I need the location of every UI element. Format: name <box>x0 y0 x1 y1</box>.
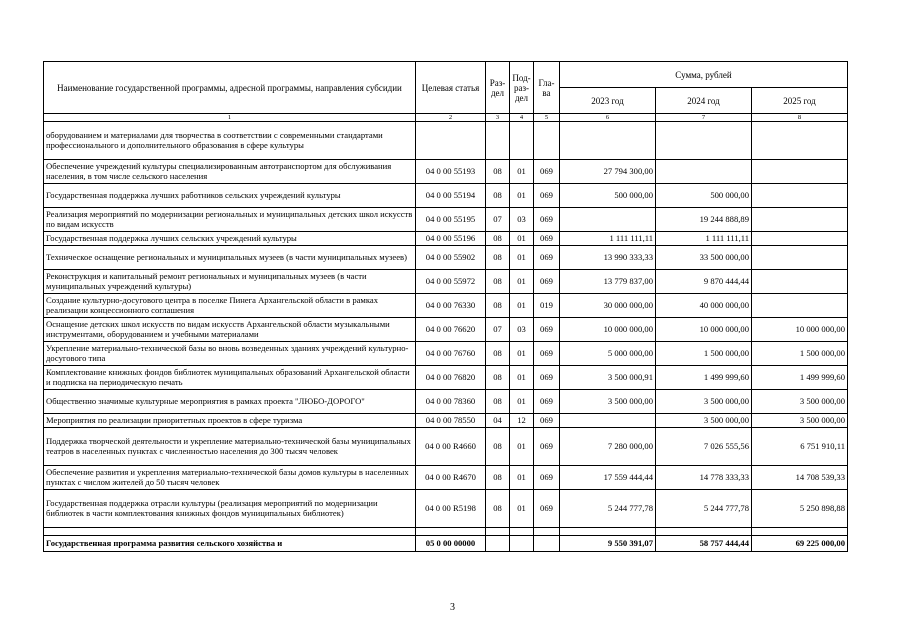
row-sum-2025 <box>752 184 848 208</box>
row-sum-2024: 10 000 000,00 <box>656 318 752 342</box>
row-name: Государственная поддержка лучших работников сельских учреждений культуры <box>44 184 416 208</box>
table-row <box>44 122 848 160</box>
row-name: Реконструкция и капитальный ремонт региональных и муниципальных музеев (в части муниципальных учреждений культуры) <box>44 270 416 294</box>
row-chapter: 069 <box>534 466 560 490</box>
row-sum-2023: 30 000 000,00 <box>560 294 656 318</box>
column-numbers-row <box>44 114 848 122</box>
row-subsection: 01 <box>510 246 534 270</box>
row-sum-2023: 3 500 000,00 <box>560 390 656 414</box>
table-row <box>44 184 848 208</box>
row-chapter: 069 <box>534 342 560 366</box>
row-section: 08 <box>486 428 510 466</box>
row-sum-2024: 7 026 555,56 <box>656 428 752 466</box>
column-number: 4 <box>510 114 534 122</box>
row-subsection: 01 <box>510 366 534 390</box>
header-subsection: Под- раз- дел <box>510 62 534 114</box>
row-chapter: 069 <box>534 232 560 246</box>
row-subsection <box>510 122 534 160</box>
column-number: 1 <box>44 114 416 122</box>
row-name: Государственная поддержка отрасли культуры (реализация мероприятий по модернизации библиотек в части комплектования книжных фондов муниципальных библиотек) <box>44 490 416 528</box>
column-number: 8 <box>752 114 848 122</box>
row-sum-2025: 3 500 000,00 <box>752 414 848 428</box>
row-chapter: 069 <box>534 270 560 294</box>
row-sum-2025: 1 499 999,60 <box>752 366 848 390</box>
row-article: 04 0 00 76820 <box>416 366 486 390</box>
row-sum-2023: 10 000 000,00 <box>560 318 656 342</box>
row-section: 07 <box>486 208 510 232</box>
header-year-2025: 2025 год <box>752 88 848 114</box>
row-sum-2023: 13 779 837,00 <box>560 270 656 294</box>
total-2023: 9 550 391,07 <box>560 536 656 552</box>
column-number: 5 <box>534 114 560 122</box>
row-name: Государственная поддержка лучших сельских учреждений культуры <box>44 232 416 246</box>
row-section: 08 <box>486 246 510 270</box>
header-chapter: Гла- ва <box>534 62 560 114</box>
row-chapter: 069 <box>534 246 560 270</box>
row-chapter: 069 <box>534 318 560 342</box>
total-2024: 58 757 444,44 <box>656 536 752 552</box>
row-sum-2023: 1 111 111,11 <box>560 232 656 246</box>
row-subsection: 12 <box>510 414 534 428</box>
table-row <box>44 342 848 366</box>
table-row <box>44 366 848 390</box>
table-row <box>44 160 848 184</box>
row-chapter: 069 <box>534 160 560 184</box>
table-row <box>44 246 848 270</box>
table-row <box>44 270 848 294</box>
table-row <box>44 428 848 466</box>
row-sum-2025 <box>752 232 848 246</box>
column-number: 3 <box>486 114 510 122</box>
header-section: Раз- дел <box>486 62 510 114</box>
table-row <box>44 414 848 428</box>
row-name: Мероприятия по реализации приоритетных проектов в сфере туризма <box>44 414 416 428</box>
row-sum-2024: 14 778 333,33 <box>656 466 752 490</box>
row-sum-2025: 10 000 000,00 <box>752 318 848 342</box>
header-article: Целевая статья <box>416 62 486 114</box>
row-subsection: 01 <box>510 490 534 528</box>
row-sum-2023: 500 000,00 <box>560 184 656 208</box>
row-section: 08 <box>486 390 510 414</box>
row-sum-2023 <box>560 414 656 428</box>
row-name: Создание культурно-досугового центра в поселке Пинега Архангельской области в рамках реализации концессионного соглашения <box>44 294 416 318</box>
row-article: 04 0 00 R4660 <box>416 428 486 466</box>
subsidies-table <box>43 61 848 552</box>
row-name: Укрепление материально-технической базы во вновь возведенных зданиях учреждений культурно-досугового типа <box>44 342 416 366</box>
row-section: 08 <box>486 294 510 318</box>
row-name: Комплектование книжных фондов библиотек муниципальных образований Архангельской области и подписка на периодическую печать <box>44 366 416 390</box>
row-section: 07 <box>486 318 510 342</box>
row-chapter: 069 <box>534 490 560 528</box>
header-sum: Сумма, рублей <box>560 62 848 88</box>
page-number: 3 <box>450 602 455 613</box>
row-section: 08 <box>486 270 510 294</box>
column-number: 6 <box>560 114 656 122</box>
row-article: 04 0 00 55194 <box>416 184 486 208</box>
row-sum-2023: 13 990 333,33 <box>560 246 656 270</box>
spacer-row <box>44 528 848 536</box>
row-article: 04 0 00 76620 <box>416 318 486 342</box>
row-name: Техническое оснащение региональных и муниципальных музеев (в части муниципальных музеев) <box>44 246 416 270</box>
row-subsection: 03 <box>510 208 534 232</box>
row-sum-2025 <box>752 160 848 184</box>
row-article: 04 0 00 55902 <box>416 246 486 270</box>
row-name: Реализация мероприятий по модернизации региональных и муниципальных детских школ искусств по видам искусств <box>44 208 416 232</box>
table-row <box>44 294 848 318</box>
row-name: Поддержка творческой деятельности и укрепление материально-технической базы муниципальных театров в населенных пунктах с численностью населения до 300 тысяч человек <box>44 428 416 466</box>
row-subsection: 01 <box>510 160 534 184</box>
row-article <box>416 122 486 160</box>
row-article: 04 0 00 78550 <box>416 414 486 428</box>
row-sum-2025: 3 500 000,00 <box>752 390 848 414</box>
row-section: 08 <box>486 342 510 366</box>
row-subsection: 01 <box>510 466 534 490</box>
row-sum-2023 <box>560 208 656 232</box>
row-chapter <box>534 122 560 160</box>
row-article: 04 0 00 78360 <box>416 390 486 414</box>
table-body <box>44 122 848 528</box>
row-chapter: 069 <box>534 208 560 232</box>
row-sum-2025 <box>752 122 848 160</box>
column-number: 2 <box>416 114 486 122</box>
row-sum-2024: 1 499 999,60 <box>656 366 752 390</box>
row-article: 04 0 00 R4670 <box>416 466 486 490</box>
row-chapter: 069 <box>534 414 560 428</box>
row-sum-2024: 40 000 000,00 <box>656 294 752 318</box>
row-section: 08 <box>486 232 510 246</box>
row-sum-2025: 1 500 000,00 <box>752 342 848 366</box>
row-sum-2025 <box>752 270 848 294</box>
row-article: 04 0 00 55195 <box>416 208 486 232</box>
row-article: 04 0 00 76760 <box>416 342 486 366</box>
table-footer <box>44 528 848 552</box>
row-sum-2023: 5 244 777,78 <box>560 490 656 528</box>
row-sum-2023: 3 500 000,91 <box>560 366 656 390</box>
row-chapter: 069 <box>534 428 560 466</box>
total-row <box>44 536 848 552</box>
row-subsection: 01 <box>510 270 534 294</box>
row-sum-2023 <box>560 122 656 160</box>
row-subsection: 03 <box>510 318 534 342</box>
row-section: 04 <box>486 414 510 428</box>
table-row <box>44 318 848 342</box>
row-subsection: 01 <box>510 232 534 246</box>
header-row <box>44 62 848 88</box>
row-sum-2024: 9 870 444,44 <box>656 270 752 294</box>
row-name: Общественно значимые культурные мероприятия в рамках проекта "ЛЮБО-ДОРОГО" <box>44 390 416 414</box>
row-sum-2023: 5 000 000,00 <box>560 342 656 366</box>
row-name: Оснащение детских школ искусств по видам искусств Архангельской области музыкальными инструментами, оборудованием и учебными материалами <box>44 318 416 342</box>
table-row <box>44 466 848 490</box>
header-year-2024: 2024 год <box>656 88 752 114</box>
row-sum-2024: 5 244 777,78 <box>656 490 752 528</box>
row-chapter: 069 <box>534 184 560 208</box>
table-row <box>44 490 848 528</box>
row-section: 08 <box>486 490 510 528</box>
row-article: 04 0 00 55196 <box>416 232 486 246</box>
row-sum-2024: 19 244 888,89 <box>656 208 752 232</box>
row-chapter: 019 <box>534 294 560 318</box>
row-sum-2025: 6 751 910,11 <box>752 428 848 466</box>
total-article: 05 0 00 00000 <box>416 536 486 552</box>
row-sum-2025 <box>752 246 848 270</box>
row-section: 08 <box>486 466 510 490</box>
row-article: 04 0 00 76330 <box>416 294 486 318</box>
total-2025: 69 225 000,00 <box>752 536 848 552</box>
row-sum-2025 <box>752 294 848 318</box>
row-name: Обеспечение развития и укрепления материально-технической базы домов культуры в населенных пунктах с числом жителей до 50 тысяч человек <box>44 466 416 490</box>
row-sum-2024 <box>656 122 752 160</box>
row-sum-2025: 5 250 898,88 <box>752 490 848 528</box>
row-article: 04 0 00 55193 <box>416 160 486 184</box>
row-section: 08 <box>486 160 510 184</box>
row-sum-2025 <box>752 208 848 232</box>
row-section: 08 <box>486 366 510 390</box>
row-chapter: 069 <box>534 390 560 414</box>
row-sum-2024: 33 500 000,00 <box>656 246 752 270</box>
row-section: 08 <box>486 184 510 208</box>
row-subsection: 01 <box>510 184 534 208</box>
table-row <box>44 232 848 246</box>
row-sum-2024: 3 500 000,00 <box>656 414 752 428</box>
row-sum-2023: 27 794 300,00 <box>560 160 656 184</box>
row-subsection: 01 <box>510 390 534 414</box>
total-name: Государственная программа развития сельского хозяйства и <box>44 536 416 552</box>
row-name: Обеспечение учреждений культуры специализированным автотранспортом для обслуживания населения, в том числе сельского населения <box>44 160 416 184</box>
row-sum-2024 <box>656 160 752 184</box>
row-article: 04 0 00 55972 <box>416 270 486 294</box>
row-sum-2024: 3 500 000,00 <box>656 390 752 414</box>
table-row <box>44 208 848 232</box>
row-sum-2024: 1 500 000,00 <box>656 342 752 366</box>
row-sum-2023: 17 559 444,44 <box>560 466 656 490</box>
header-year-2023: 2023 год <box>560 88 656 114</box>
row-name: оборудованием и материалами для творчества в соответствии с современными стандартами профессионального и дополнительного образования в сфере культуры <box>44 122 416 160</box>
row-sum-2024: 500 000,00 <box>656 184 752 208</box>
row-article: 04 0 00 R5198 <box>416 490 486 528</box>
row-chapter: 069 <box>534 366 560 390</box>
header-name: Наименование государственной программы, адресной программы, направления субсидии <box>44 62 416 114</box>
row-sum-2023: 7 280 000,00 <box>560 428 656 466</box>
row-section <box>486 122 510 160</box>
table-row <box>44 390 848 414</box>
row-subsection: 01 <box>510 428 534 466</box>
row-subsection: 01 <box>510 342 534 366</box>
column-number: 7 <box>656 114 752 122</box>
row-subsection: 01 <box>510 294 534 318</box>
row-sum-2025: 14 708 539,33 <box>752 466 848 490</box>
row-sum-2024: 1 111 111,11 <box>656 232 752 246</box>
